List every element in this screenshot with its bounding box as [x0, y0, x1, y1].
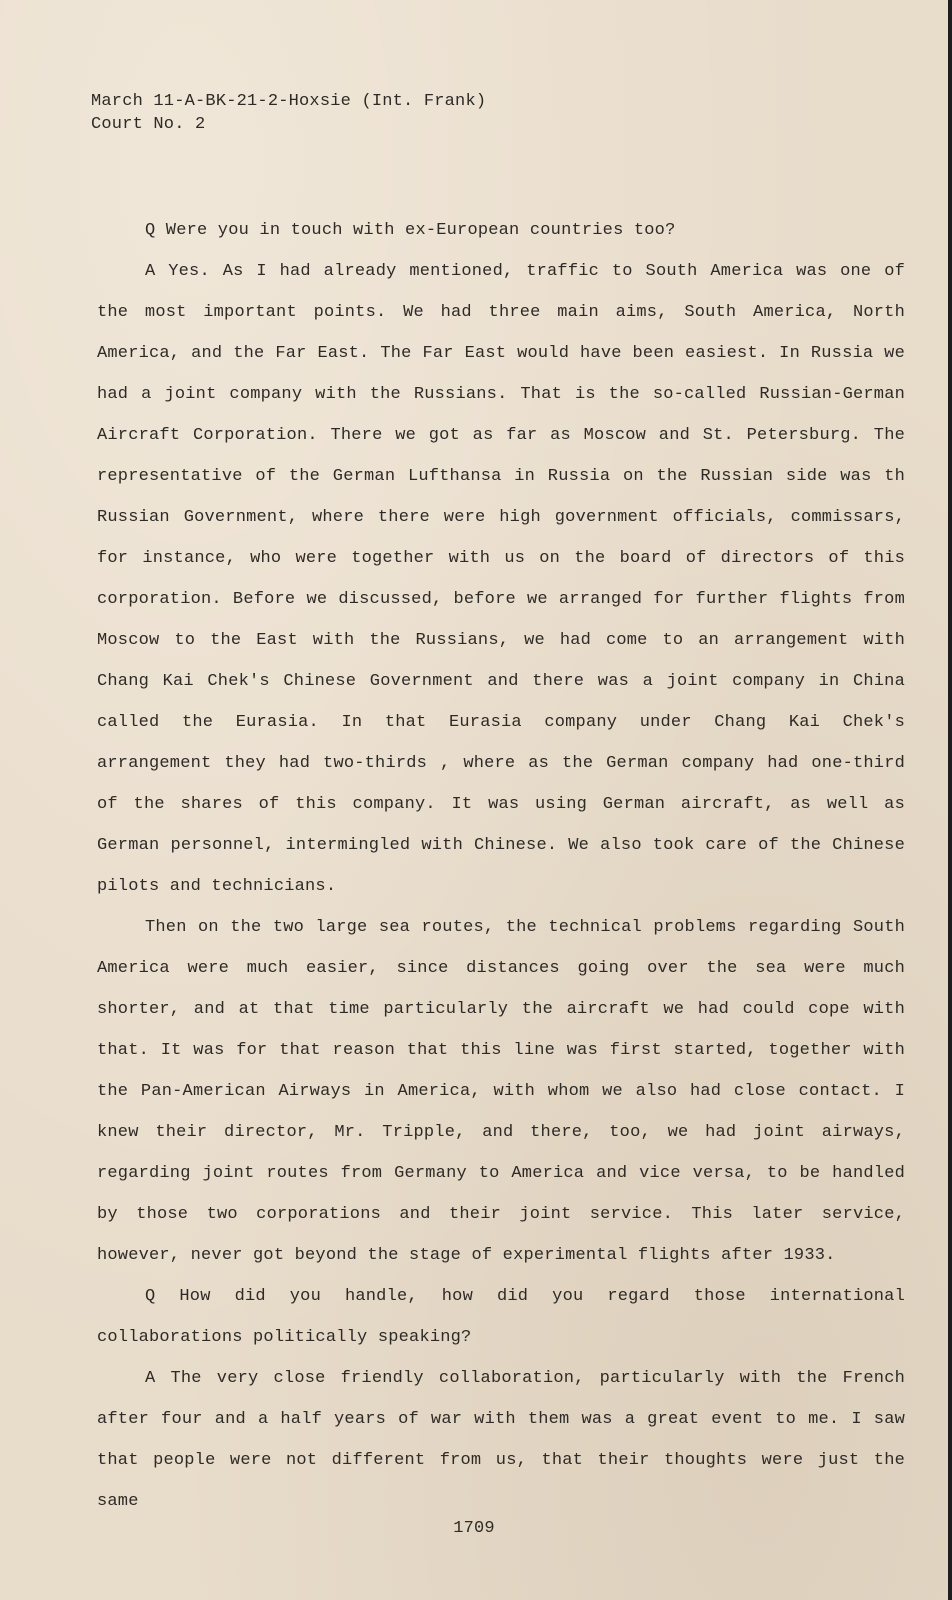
paragraph-question-2	[97, 1276, 905, 1358]
paragraph-question-1	[97, 210, 905, 251]
paragraph-answer-2	[97, 1358, 905, 1522]
paragraph-answer-1	[97, 251, 905, 907]
header-line-2: Court No. 2	[91, 115, 206, 134]
paragraph-text: A The very close friendly collaboration, particularly with the French after four and a half years of war with them was a great event to me. I saw that people were not different from us, that their thoughts were just the same	[97, 1369, 905, 1511]
scan-edge	[948, 0, 952, 1600]
page-number: 1709	[453, 1519, 495, 1538]
paragraph-text: Then on the two large sea routes, the technical problems regarding South America were much easier, since distances going over the sea were much shorter, and at that time particularly the aircraft we had could cope with that. It was for that reason that this line was first started, together with the Pan-American Airways in America, with whom we also had close contact. I knew their director, Mr. Tripple, and there, too, we had joint airways, regarding joint routes from Germany to America and vice versa, to be handled by those two corporations and their joint service. This later service, however, never got beyond the stage of experimental flights after 1933.	[97, 918, 905, 1265]
paragraph-text: Q Were you in touch with ex-European countries too?	[145, 221, 676, 240]
paragraph-answer-1-continued	[97, 907, 905, 1276]
paragraph-text: A Yes. As I had already mentioned, traffic to South America was one of the most important points. We had three main aims, South America, North America, and the Far East. The Far East would have been easiest. In Russia we had a joint company with the Russians. That is the so-called Russian-German Aircraft Corporation. There we got as far as Moscow and St. Petersburg. The representative of the German Lufthansa in Russia on the Russian side was th Russian Government, where there were high government officials, commissars, for instance, who were together with us on the board of directors of this corporation. Before we discussed, before we arranged for further flights from Moscow to the East with the Russians, we had come to an arrangement with Chang Kai Chek's Chinese Government and there was a joint company in China called the Eurasia. In that Eurasia company under Chang Kai Chek's arrangement they had two-thirds , where as the German company had one-third of the shares of this company. It was using German aircraft, as well as German personnel, intermingled with Chinese. We also took care of the Chinese pilots and technicians.	[97, 262, 905, 896]
paragraph-text: Q How did you handle, how did you regard those international collaborations politically speaking?	[97, 1287, 905, 1347]
header-line-1: March 11-A-BK-21-2-Hoxsie (Int. Frank)	[91, 92, 487, 111]
transcript-body	[97, 210, 905, 1522]
document-header	[91, 90, 486, 136]
